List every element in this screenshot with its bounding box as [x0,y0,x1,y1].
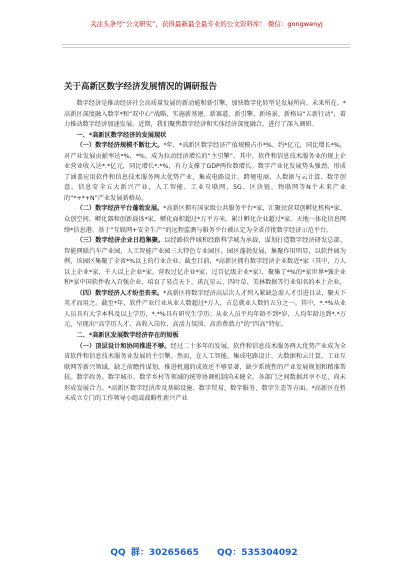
item-text: 以经路软件城和经路科学城为承载，谋划打造数字经济研发总部、智能网联汽车产业园、人工智能产业园三大特色专业园区。园区蓬勃发展，集聚作用明显，以软件园为例，该园区集聚了全省*%以上的行业企业。截至目前，*高新区拥有数字经济企业数近*家（其中，万人以上企业*家，千人以上企业*家，营收过亿企业*家，过百亿级企业*家），聚集了*%的*家世界*强企业和*家中国软件收入百强企业，培育了易点天下、诺瓦星云、四叶草、美林数据等行业知名的本土企业。 [64,237,347,287]
intro-paragraph: 数字经济是推动经济社会高质量发展的新动能和新引擎，加快数字化转型是发展所向、未来所在。*高新区深度融入数字*和“双中心”战略，实施新基建、新赛道、新引擎、新场景、新格局“五新行动”，着力推动数字经济加速发展。近期，我们聚焦数字经济和实体经济深度融合，进行了深入调研。 [64,100,346,129]
section-2-heading: 二、*高新区发展数字经济存在的短板 [76,332,179,340]
section-1-item-3 [64,236,346,289]
section-1-item-4 [64,289,346,331]
item-lead: （二）数字经济平台蓬勃发展。 [76,205,164,213]
qq-group-number: QQ 群：30265665 [110,548,199,558]
promo-banner [66,8,347,40]
item-lead: （四）数字经济人才纷至沓来。 [76,289,164,297]
item-lead: （一）顶层设计和协同推进不够。 [76,342,171,350]
top-divider [62,44,350,45]
page-footer [0,545,408,558]
item-lead: （三）数字经济企业日趋集聚。 [76,237,165,245]
item-text: *高新区将数字经济高层次人才列入紧缺急需人才引进目录，聚天下英才而用之。截至*年，软件产业行业从业人数超过*万人，占总就业人数的五分之一。其中，*.*%从业人员具有大学本科及以上学历，*.*%具有研究生学历；从业人员平均年龄不到*岁，人均年龄达到*.*万元，呈现出“高学历人才、高收入岗位、高活力氛围、高消费潜力”的“四高”特征。 [64,289,347,329]
item-text: 经过二十多年的发展，软件和信息技术服务两大优势产业成为全省软件和信息技术服务业发展的主引擎。然而，在人工智能、集成电路设计、大数据和云计算、工业互联网等新兴领域，缺乏前瞻性谋划，推进机遇的成效还不够显著，缺少系统性的产业发展规划和精准帮扶。数字政务、数字城市、数字乡村等领域的统筹协调机制尚未健全，各部门之间数据共享不足，尚未形成发展合力。*高新区数字经济涉及基础设施、数字贸易、数字服务、数字生态等方面。*高新区在暂未成立专门的工作领导小组或战略性新兴产业 [64,342,347,403]
section-2-item-1 [64,342,346,405]
document-body [64,99,346,405]
item-lead: （一）数字经济规模不断壮大。 [76,142,164,150]
document-title: 关于高新区数字经济发展情况的调研报告 [64,82,218,92]
top-divider-secondary [62,47,350,48]
item-text: *高新区拥有国家级公共服务平台*家，汇聚民营双创孵化机构*家、众创空间、孵化器和创新载体*家，孵化面积超过*万平方米。累计孵化企业超过*家。天地一体化信息网络*信息港、基于“互联网+安全生产”的远程监测与服务平台被认定为全省首批数字经济示范平台。 [64,205,346,234]
item-text: *年，*高新区数字经济产值规模占市*%、约*亿元，同比增长*%，对产业发展贡献率达*%、*%，成为拉动经济增长的“主引擎”。其中，软件和信息技术服务业的规上企业营业收入达*.*亿元，同比增长*.*%，有力支撑了GDP两位数增长。数字产业化发展势头强劲，形成了涵盖应用软件和信息技术服务两大优势产业，集成电路设计、跨境电商、人数据与云计算、数字创意、信息安全五大新兴产业，人工智能、工业互联网、5G、区块链、物联网等N个未来产业的“*+*+N”产业发展新格局。 [64,142,346,202]
section-1-heading: 一、*高新区数字经济的发展现状 [76,131,167,139]
section-1-item-2 [64,204,346,236]
section-1-item-1 [64,141,346,204]
promo-banner-text: 关注头条号“公文研究”，获得最新最全最专业的公文资料库！ 微信：gongwenyj [90,19,323,28]
qq-number: QQ：535304092 [216,548,298,558]
